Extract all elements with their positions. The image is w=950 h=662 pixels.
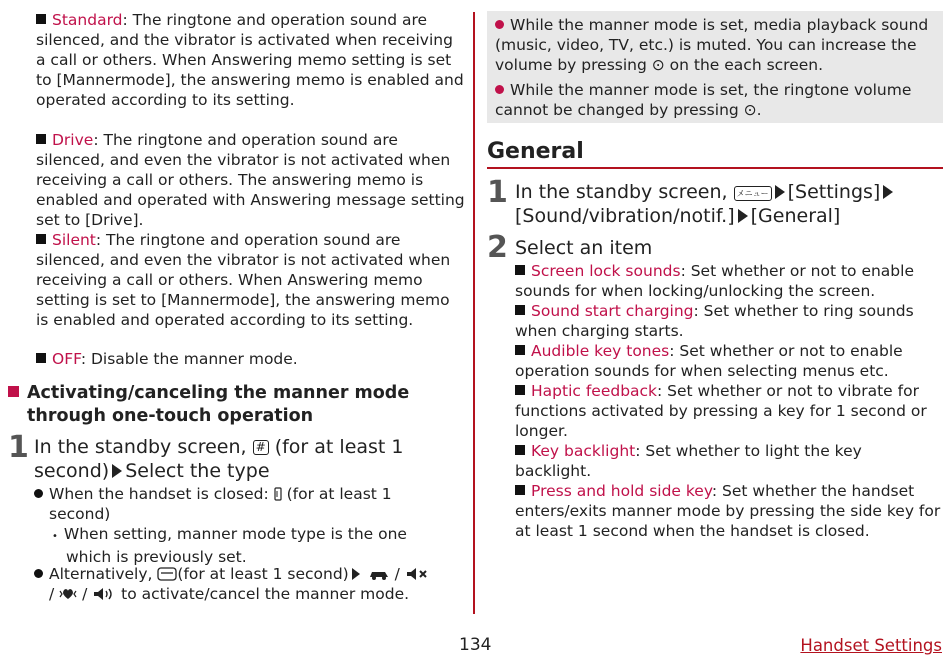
step-line2-a: second) xyxy=(34,460,110,482)
arrow-right-icon xyxy=(352,568,360,580)
text-off: : Disable the manner mode. xyxy=(80,350,298,368)
arrow-right-icon xyxy=(738,209,748,223)
bullet-standard xyxy=(36,10,466,110)
note-alt-text-a: Alternatively, xyxy=(49,565,153,583)
text-haptic: : Set whether or not to vibrate for functions activated by pressing a key for 1 second or longer. xyxy=(515,382,927,440)
term-screen-lock: Screen lock sounds xyxy=(531,262,681,280)
term-off: OFF xyxy=(52,350,81,368)
step-text xyxy=(515,180,943,228)
text-drive: : The ringtone and operation sound are silenced, and even the vibrator is not activated when receiving a call or others. The answering memo is enabled and operated with Answering message setting set to [Drive]. xyxy=(36,131,465,229)
hash-key-icon: # xyxy=(253,440,269,455)
text-screen-lock: : Set whether or not to enable sounds for when locking/unlocking the screen. xyxy=(515,262,914,300)
square-bullet-icon xyxy=(515,385,525,395)
red-dot-icon xyxy=(495,85,504,94)
step-number: 1 xyxy=(487,175,508,210)
arrow-right-icon xyxy=(112,464,122,478)
term-standard: Standard xyxy=(52,11,123,29)
term-silent: Silent xyxy=(52,231,96,249)
note2-end: . xyxy=(756,101,762,119)
square-bullet-icon xyxy=(36,353,46,363)
subheading-line1: Activating/canceling the manner mode xyxy=(27,383,410,403)
subheading-line2: through one-touch operation xyxy=(27,406,314,426)
page-number: 134 xyxy=(459,635,492,655)
vibrate-icon xyxy=(59,587,77,601)
dot-bullet-icon xyxy=(34,569,43,578)
term-haptic: Haptic feedback xyxy=(531,382,658,400)
step2-text: Select an item xyxy=(515,237,653,259)
square-bullet-icon xyxy=(36,234,46,244)
subheading xyxy=(8,382,468,428)
step-line1-b: (for at least 1 xyxy=(274,436,404,458)
square-bullet-icon xyxy=(515,345,525,355)
square-bullet-icon xyxy=(515,305,525,315)
arrow-right-icon xyxy=(775,185,785,199)
step-line2-b: Select the type xyxy=(125,460,270,482)
note-media-muted xyxy=(495,15,935,75)
note-alt-line2: to activate/cancel the manner mode. xyxy=(121,585,410,603)
note-sub-line1: When setting, manner mode type is the one xyxy=(63,525,407,543)
step-text xyxy=(34,435,464,483)
note-alt-text-b: (for at least 1 second) xyxy=(177,565,349,583)
item-key-backlight xyxy=(515,441,941,481)
car-icon xyxy=(368,567,390,581)
item-haptic-feedback xyxy=(515,381,941,441)
note-ringtone-volume xyxy=(495,80,935,120)
term-key-tones: Audible key tones xyxy=(531,342,670,360)
text-charging: : Set whether to ring sounds when charging starts. xyxy=(515,302,914,340)
side-key-icon xyxy=(274,487,282,501)
item-audible-key-tones xyxy=(515,341,941,381)
step-line2-a: [Sound/vibration/notif.] xyxy=(515,205,735,227)
term-side-key: Press and hold side key xyxy=(531,482,712,500)
note-closed-text: When the handset is closed: xyxy=(49,485,269,503)
step-line2-b: [General] xyxy=(750,205,841,227)
dot-bullet-icon xyxy=(34,489,43,498)
menu-key-icon: メニュー xyxy=(734,186,772,201)
item-sound-start-charging xyxy=(515,301,941,341)
bullet-off xyxy=(36,349,466,369)
arrow-right-icon xyxy=(883,185,893,199)
sound-icon xyxy=(92,587,116,601)
bullet-silent xyxy=(36,230,466,330)
text-side-key: : Set whether the handset enters/exits manner mode by pressing the side key for at least 1 second when the handset is closed. xyxy=(515,482,941,540)
square-bullet-icon xyxy=(515,485,525,495)
note-closed-line2: second) xyxy=(49,505,111,523)
volume-key-icon: ⊙ xyxy=(743,101,757,119)
step-number: 1 xyxy=(8,430,29,465)
note-sub-line2: which is previously set. xyxy=(66,548,247,566)
note2-text: While the manner mode is set, the ringtone volume cannot be changed by pressing xyxy=(495,81,912,119)
term-drive: Drive xyxy=(52,131,94,149)
end-key-icon xyxy=(157,567,177,581)
section-title: General xyxy=(487,138,943,169)
square-bullet-icon xyxy=(36,14,46,24)
item-screen-lock-sounds xyxy=(515,261,941,301)
mute-icon xyxy=(405,567,429,581)
text-silent: : The ringtone and operation sound are silenced, and even the vibrator is not activated when receiving a call or others. When Answering memo setting is set to [Mannermode], the answering memo is enabled and operated according to its setting. xyxy=(36,231,451,329)
column-divider xyxy=(473,12,475,614)
note-closed-text-b: (for at least 1 xyxy=(286,485,392,503)
step-line1-a: In the standby screen, xyxy=(34,436,247,458)
square-bullet-icon xyxy=(36,134,46,144)
term-charging: Sound start charging xyxy=(531,302,694,320)
term-backlight: Key backlight xyxy=(531,442,636,460)
red-square-icon xyxy=(8,386,19,397)
square-bullet-icon xyxy=(515,445,525,455)
note1-text: While the manner mode is set, media playback sound (music, video, TV, etc.) is muted. You can increase the volume by pressing xyxy=(495,16,929,74)
note-alternative: Alternatively, (for at least 1 second) / / / to activate/cancel the manner mode. xyxy=(34,564,464,604)
note-box xyxy=(487,11,943,123)
note1-end: on the each screen. xyxy=(664,56,824,74)
small-dot-icon: • xyxy=(52,531,58,542)
step-line1-a: In the standby screen, xyxy=(515,181,728,203)
section-link[interactable]: Handset Settings xyxy=(800,636,942,655)
bullet-drive xyxy=(36,130,466,230)
volume-key-icon: ⊙ xyxy=(651,56,665,74)
step-line1-b: [Settings] xyxy=(787,181,881,203)
note-closed xyxy=(34,484,464,567)
text-standard: : The ringtone and operation sound are silenced, and the vibrator is activated when receiving a call or others. When Answering memo setting is set to [Mannermode], the answering memo is enabled and operated according to its setting. xyxy=(36,11,464,109)
text-key-tones: : Set whether or not to enable operation sounds for when selecting menus etc. xyxy=(515,342,903,380)
red-dot-icon xyxy=(495,20,504,29)
square-bullet-icon xyxy=(515,265,525,275)
step-number: 2 xyxy=(487,230,508,265)
item-press-hold-side-key xyxy=(515,481,941,541)
text-backlight: : Set whether to light the key backlight. xyxy=(515,442,862,480)
